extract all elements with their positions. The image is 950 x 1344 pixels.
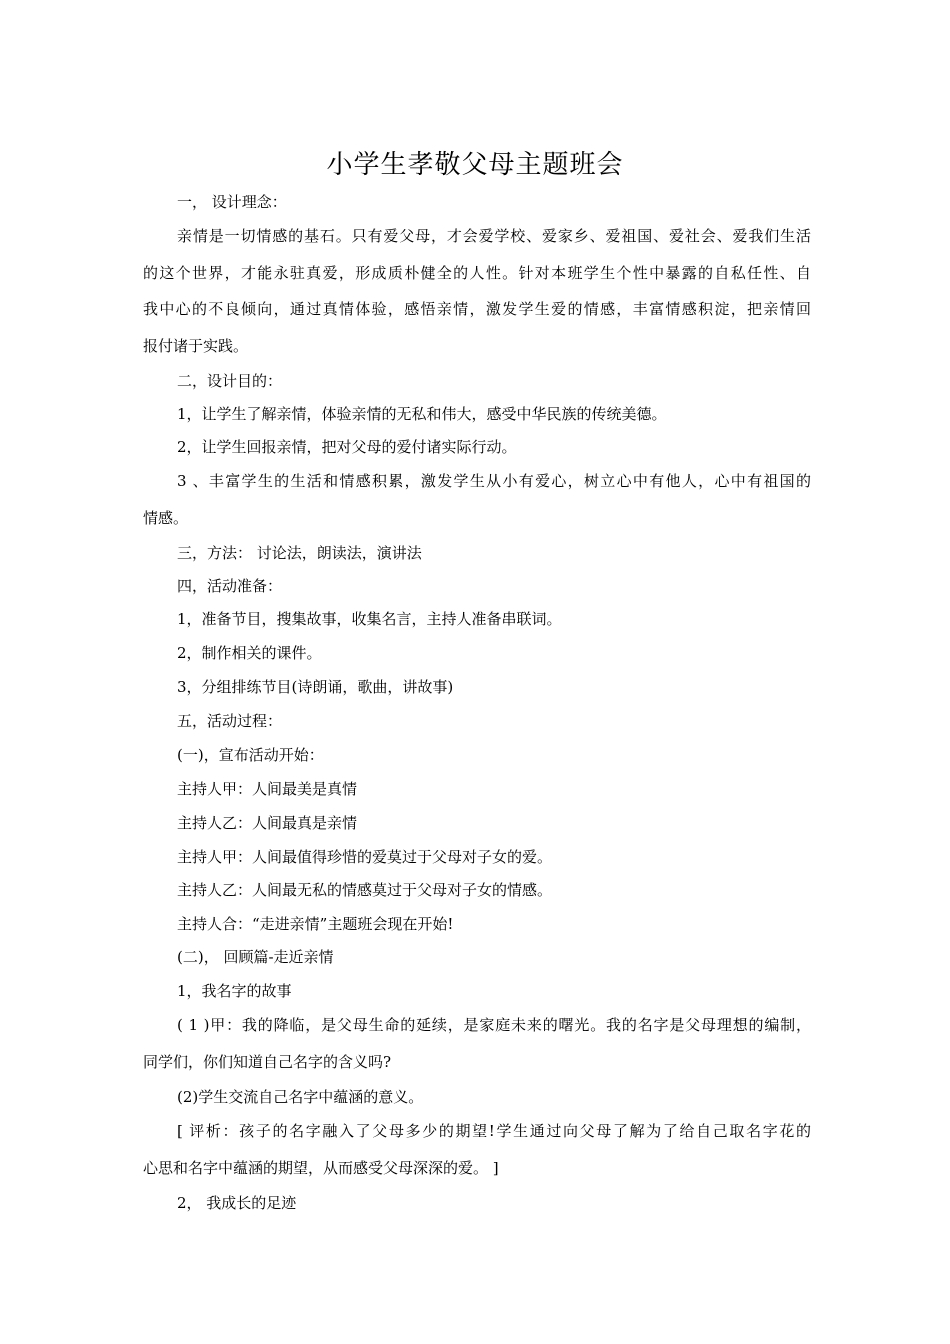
dialogue-line: 主持人乙：人间最真是亲情 [177,814,358,832]
paragraph-line: 的这个世界，才能永驻真爱，形成质朴健全的人性。针对本班学生个性中暴露的自私任性、自 [143,264,811,282]
page-title: 小学生孝敬父母主题班会 [326,150,624,181]
dialogue-line: 主持人乙：人间最无私的情感莫过于父母对子女的情感。 [177,881,553,899]
list-item: 3 、丰富学生的生活和情感积累，激发学生从小有爱心，树立心中有他人，心中有祖国的 [177,472,811,490]
subsection-heading: (二)， 回顾篇-走近亲情 [177,948,334,966]
dialogue-line: 主持人甲：人间最值得珍惜的爱莫过于父母对子女的爱。 [177,848,553,866]
paragraph-line: ( 1 )甲：我的降临，是父母生命的延续，是家庭未来的曙光。我的名字是父母理想的编制， [177,1016,811,1034]
commentary-line: 心思和名字中蕴涵的期望，从而感受父母深深的爱。 ] [143,1159,499,1177]
paragraph-line: 报付诸于实践。 [143,337,249,355]
section-heading: 四，活动准备： [177,577,283,595]
list-item: 3，分组排练节目(诗朗诵，歌曲，讲故事) [177,678,454,696]
list-item: 1，准备节目，搜集故事，收集名言，主持人准备串联词。 [177,610,562,628]
dialogue-line: 主持人合：“走进亲情”主题班会现在开始! [177,915,454,933]
list-item: 2，让学生回报亲情，把对父母的爱付诸实际行动。 [177,438,517,456]
paragraph-line: 情感。 [143,509,189,527]
paragraph-line: 同学们，你们知道自己名字的含义吗? [143,1053,392,1071]
list-item: 2，制作相关的课件。 [177,644,322,662]
paragraph-line: (2)学生交流自己名字中蕴涵的意义。 [177,1088,424,1106]
section-heading: 三，方法： 讨论法，朗读法，演讲法 [177,544,422,562]
section-heading: 一， 设计理念： [177,193,287,211]
section-heading: 五，活动过程： [177,712,283,730]
commentary-line: [ 评析：孩子的名字融入了父母多少的期望!学生通过向父母了解为了给自己取名字花的 [177,1122,811,1140]
list-item: 1，我名字的故事 [177,982,292,1000]
section-heading: 二，设计目的： [177,372,283,390]
subsection-heading: (一)，宣布活动开始： [177,746,324,764]
paragraph-line: 亲情是一切情感的基石。只有爱父母，才会爱学校、爱家乡、爱祖国、爱社会、爱我们生活 [177,227,811,245]
list-item: 1，让学生了解亲情，体验亲情的无私和伟大，感受中华民族的传统美德。 [177,405,667,423]
paragraph-line: 我中心的不良倾向，通过真情体验，感悟亲情，激发学生爱的情感，丰富情感积淀，把亲情回 [143,300,811,318]
dialogue-line: 主持人甲：人间最美是真情 [177,780,358,798]
list-item: 2， 我成长的足迹 [177,1194,297,1212]
